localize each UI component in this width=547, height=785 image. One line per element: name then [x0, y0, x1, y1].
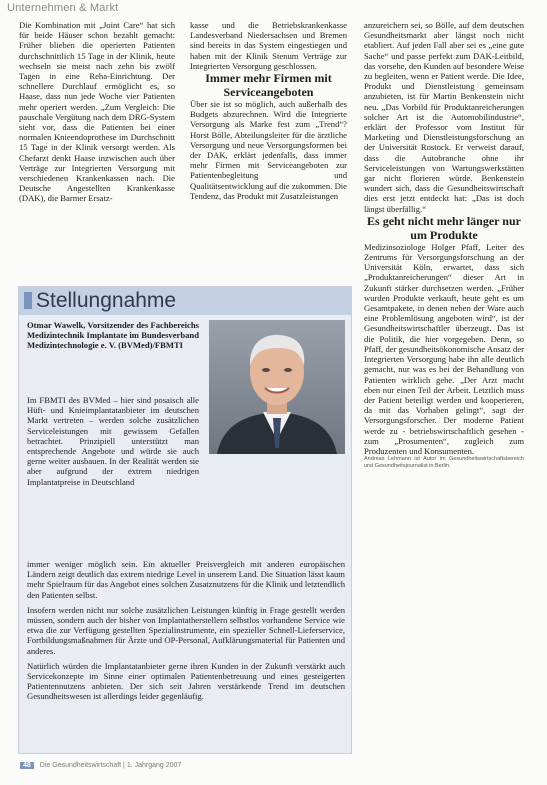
- statement-title: Stellungnahme: [36, 289, 177, 312]
- body-text: kasse und die Betriebskrankenkasse Landesverband Niedersachsen und Bremen sind bereits in das System eingestiegen und haben mit der Klinik Stenum Verträge zur Integrierten Versorgung geschlossen.: [190, 20, 347, 71]
- paragraph: immer weniger möglich sein. Ein aktueller Preisvergleich mit anderen europäischen Ländern zeigt deutlich das extrem niedrige Level in unserem Land. Die Situation lässt kaum mehr Spielraum für das Angebot eines solchen Zusatznutzens für die Klinik und letztendlich den Patienten selbst.: [27, 559, 345, 600]
- paragraph: Insofern werden nicht nur solche zusätzlichen Leistungen künftig in Frage gestellt werden müssen, sondern auch der bisher von Implantatherstellern selbstlos vorhandene Service wie etwa die zur Verfügung gestellten Spezialinstrumente, ein spezieller Schnell-Lieferservice, Fortbildungsmaßnahmen für Ärzte und OP-Personal, Aufklärungsmaterial für Patienten und anderes.: [27, 604, 345, 656]
- article-column-1: [19, 20, 175, 204]
- header-accent-bar: [24, 292, 32, 309]
- body-text: Über sie ist so möglich, auch außerhalb des Budgets abzurechnen. Wird die Integrierte Versorgung als Marke fest zum „Trend“? Horst Bölle, Abteilungsleiter für die ärztliche Versorgung und neue Versorgungsformen bei der DAK, erklärt jedenfalls, dass immer mehr Firmen mit Serviceangeboten zur Patientenbegleitung und Qualitätsentwicklung auf die zukommen. Die Tendenz, das Produkt mit Zusatzleistungen: [190, 99, 347, 201]
- paragraph: Natürlich würden die Implantatanbieter gerne ihren Kunden in der Zukunft verstärkt auch Servicekonzepte im Sinne einer optimalen Patientenbetreuung und eines gesteigerten Patientennutzens anbieten. Der sich seit Jahren verstärkende Trend im deutschen Gesundheitswesen ist allerdings leider gegenläufig.: [27, 660, 345, 702]
- publication-name: Die Gesundheitswirtschaft | 1. Jahrgang 2007: [39, 762, 182, 769]
- statement-box: [18, 286, 352, 754]
- section-label: Unternehmen & Markt: [7, 2, 119, 14]
- portrait-photo: [209, 320, 345, 454]
- statement-header: [19, 287, 351, 315]
- page-footer: [20, 762, 181, 769]
- statement-text-wide: [27, 559, 345, 707]
- statement-text: Im FBMTI des BVMed – hier sind posaisch alle Hüft- und Knieimplantatanbieter im deutschen Markt vertreten – werden solche zusätzlichen Serviceleistungen mit gewissem Gefallen betrachtet. Prinzipiell unterstützt man entsprechende Angebote und würde sie auch gerne weiter ausbauen. In der Realität werden sie aber aufgrund der extrem niedrigen Implantatpreise in Deutschland: [27, 395, 199, 487]
- body-text: Die Kombination mit „Joint Care“ hat sich für beide Häuser schon bezahlt gemacht: Früher blieben die operierten Patienten durchschnittlich 15 Tage in der Klinik, heute wechseln sie meist nach zehn bis zwölf Tagen in eine Reha-Einrichtung. Der schnellere Durchlauf ermöglicht es, so Haase, dass nun jede Woche vier Patienten mehr operiert werden. „Zum Vergleich: Die pauschale Vergütung nach dem DRG-System sieht vor, dass die Patienten bei einer normalen Knieendoprothese im Durchschnitt 15 Tage in der Klinik versorgt werden. Als Chefarzt denkt Haase inzwischen auch über Verträge zur Integrierten Versorgung mit verschiedenen Krankenkassen nach. Die Deutsche Angestellten Krankenkasse (DAK), die Barmer Ersatz-: [19, 20, 175, 204]
- subheading: Immer mehr Firmen mit Serviceangeboten: [205, 71, 332, 100]
- article-column-2: [190, 20, 347, 201]
- portrait-illustration: [209, 320, 345, 454]
- body-text: anzureichern sei, so Bölle, auf dem deutschen Gesundheitsmarkt aber längst noch nicht etabliert. Auf jeden Fall aber sei es „eine gute Sache“ und passe perfekt zum DAK-Leitbild, das vorsehe, den Kunden auf besondere Weise zu begleiten, wenn er Patient werde. Die Idee, Produkt und Dienstleistung gemeinsam anzubieten, ist für Martin Benkenstein nicht neu. „Das Vorbild für Produktanreicherungen solcher Art ist die Automobilindustrie“, erklärt der Professor vom Institut für Marketing und Dienstleistungsforschung an der Universität Rostock. Er verweist darauf, dass die Autobranche ohne ihr Serviceleistungen von Wartungswerkstätten gar nicht florieren würde. Benkenstein wundert sich, dass die Gesundheitswirtschaft dies erst jetzt entdeckt hat: „Das ist doch längst überfällig.“: [364, 20, 524, 214]
- page-number: 48: [20, 762, 34, 769]
- subheading: Es geht nicht mehr länger nur um Produkte: [367, 213, 521, 242]
- author-caption: Andreas Lehmann ist Autor im Gesundheitswirtschaftsbereich und Gesundheitsjournalist in Berlin.: [364, 456, 524, 470]
- body-text: Medizinsoziologe Holger Pfaff, Leiter des Zentrums für Versorgungsforschung an der Universität Köln, erwartet, dass sich „Produktanreicherungen“ dieser Art in Zukunft stärker durchsetzen werden. „Früher wurden Produkte verkauft, heute geht es um Gesamtpakete, in denen neben der Ware auch eine Problemlösung angeboten wird“, ist der Gesundheitswirtschaftler überzeugt. Das ist die Politik, die hier vorgegeben. Denn, so Pfaff, der gesundheitsökonomische Ansatz der Integrierten Versorgung habe ihn alle deutlich gemacht, nur was es bei der Behandlung von Patienten wirklich gehe. „Der Arzt macht eben nur einen Teil der Arbeit. Letztlich muss der Patient beteiligt werden und kooperieren, da mit das Vorhaben gelingt“, sagt der Versorgungsforscher. Der moderne Patient werde zu - betriebswirtschaftlich gesehen - zum „Prosumenten“, zugleich zum Produzenten und Konsumenten.: [364, 241, 524, 456]
- article-column-3: [364, 20, 524, 470]
- statement-intro: Otmar Wawelk, Vorsitzender des Fachbereichs Medizintechnik Implantate im Bundesverband Medizintechnologie e. V. (BVMed)/FBMTI: [27, 320, 199, 351]
